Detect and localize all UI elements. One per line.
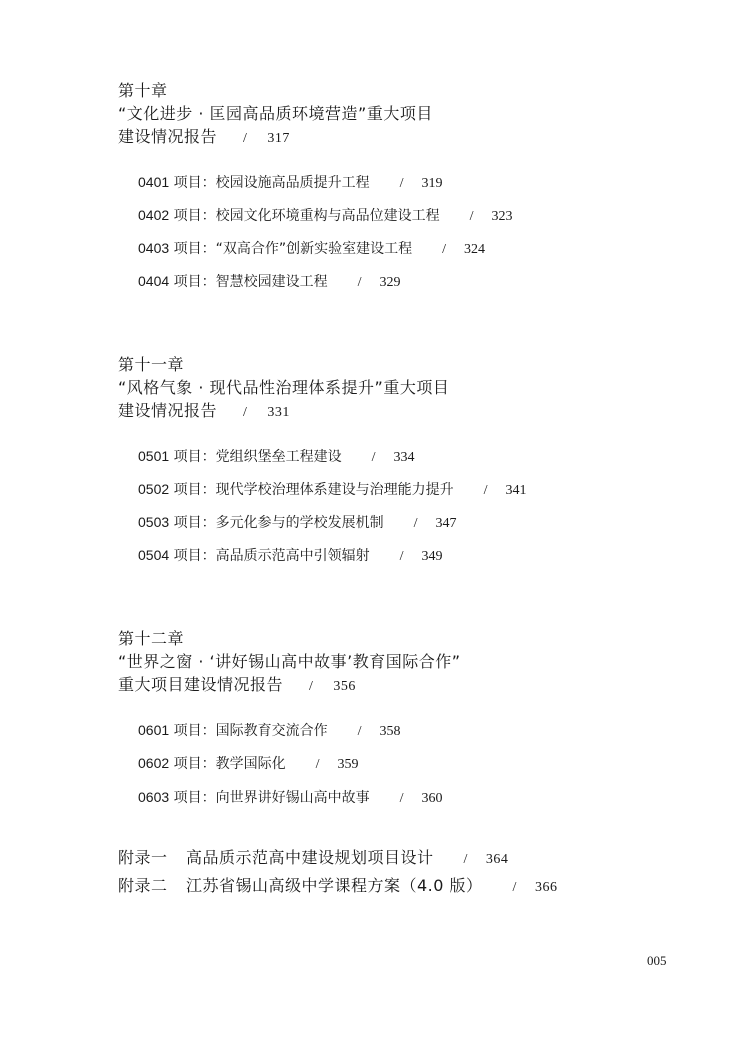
chapter-number: 第十二章 bbox=[118, 629, 185, 648]
chapter-title-line2: 建设情况报告 bbox=[118, 127, 218, 146]
toc-entry bbox=[138, 720, 401, 742]
chapter-title: “世界之窗 · ‘讲好锡山高中故事’教育国际合作” bbox=[118, 652, 461, 671]
page-number: 364 bbox=[485, 852, 509, 867]
appendix-label: 附录二 bbox=[118, 876, 168, 895]
page-separator: / bbox=[399, 791, 404, 806]
chapter-title-continued bbox=[118, 399, 449, 424]
entry-label: 项目：国际教育交流合作 bbox=[173, 723, 328, 739]
entry-label: 项目：“双高合作”创新实验室建设工程 bbox=[173, 241, 413, 257]
page-separator: / bbox=[243, 131, 248, 146]
entry-label: 项目：现代学校治理体系建设与治理能力提升 bbox=[173, 482, 454, 498]
toc-entry bbox=[138, 271, 401, 293]
entry-label: 项目：校园设施高品质提升工程 bbox=[173, 175, 370, 191]
page-number: 323 bbox=[491, 209, 513, 224]
toc-entry bbox=[138, 545, 443, 567]
chapter-title-continued bbox=[118, 125, 433, 150]
page-number: 360 bbox=[421, 791, 443, 806]
chapter-title-continued bbox=[118, 673, 461, 698]
entry-label: 项目：校园文化环境重构与高品位建设工程 bbox=[173, 208, 440, 224]
page-separator: / bbox=[512, 880, 517, 895]
entry-code: 0404 bbox=[138, 273, 170, 289]
chapter-number: 第十一章 bbox=[118, 355, 185, 374]
page-number: 349 bbox=[421, 549, 443, 564]
appendix-entry bbox=[118, 847, 508, 871]
page-number: 341 bbox=[505, 483, 527, 498]
chapter-title: “风格气象 · 现代品性治理体系提升”重大项目 bbox=[118, 378, 450, 397]
entry-code: 0502 bbox=[138, 481, 170, 497]
folio-page-number: 005 bbox=[647, 953, 667, 968]
page-separator: / bbox=[399, 549, 404, 564]
toc-entry bbox=[138, 787, 443, 809]
toc-entry bbox=[138, 479, 527, 501]
entry-code: 0504 bbox=[138, 547, 170, 563]
toc-entry bbox=[138, 446, 415, 468]
page-number: 366 bbox=[534, 880, 558, 895]
page-separator: / bbox=[357, 724, 362, 739]
toc-entry bbox=[138, 238, 485, 260]
page-number: 331 bbox=[267, 405, 290, 420]
page-separator: / bbox=[309, 679, 314, 694]
page-number: 359 bbox=[337, 757, 359, 772]
page-number: 356 bbox=[333, 679, 356, 694]
chapter-11 bbox=[118, 353, 449, 424]
page-separator: / bbox=[463, 852, 468, 867]
entry-code: 0601 bbox=[138, 722, 170, 738]
toc-entry bbox=[138, 753, 359, 775]
page-separator: / bbox=[399, 176, 404, 191]
page-separator: / bbox=[357, 275, 362, 290]
toc-entry bbox=[138, 205, 513, 227]
chapter-10 bbox=[118, 79, 433, 150]
page-separator: / bbox=[442, 242, 447, 257]
entry-label: 项目：向世界讲好锡山高中故事 bbox=[173, 790, 370, 806]
entry-code: 0402 bbox=[138, 207, 170, 223]
entry-code: 0603 bbox=[138, 789, 170, 805]
entry-code: 0602 bbox=[138, 755, 170, 771]
page-number: 319 bbox=[421, 176, 443, 191]
chapter-title-line2: 建设情况报告 bbox=[118, 401, 218, 420]
entry-code: 0401 bbox=[138, 174, 170, 190]
page-separator: / bbox=[413, 516, 418, 531]
page-separator: / bbox=[483, 483, 488, 498]
toc-entry bbox=[138, 512, 457, 534]
entry-label: 项目：高品质示范高中引领辐射 bbox=[173, 548, 370, 564]
appendix-title: 江苏省锡山高级中学课程方案（4.0 版） bbox=[186, 876, 483, 895]
page-number: 317 bbox=[267, 131, 290, 146]
page-number: 358 bbox=[379, 724, 401, 739]
page-separator: / bbox=[315, 757, 320, 772]
entry-code: 0503 bbox=[138, 514, 170, 530]
page-number: 324 bbox=[464, 242, 486, 257]
page-separator: / bbox=[469, 209, 474, 224]
page-number: 329 bbox=[379, 275, 401, 290]
page-separator: / bbox=[371, 450, 376, 465]
appendix-entry bbox=[118, 875, 557, 899]
page-separator: / bbox=[243, 405, 248, 420]
chapter-title-line2: 重大项目建设情况报告 bbox=[118, 675, 284, 694]
entry-code: 0501 bbox=[138, 448, 170, 464]
page-number: 347 bbox=[435, 516, 457, 531]
toc-entry bbox=[138, 172, 443, 194]
page-number: 334 bbox=[393, 450, 415, 465]
entry-label: 项目：智慧校园建设工程 bbox=[173, 274, 328, 290]
entry-code: 0403 bbox=[138, 240, 170, 256]
appendix-title: 高品质示范高中建设规划项目设计 bbox=[186, 848, 434, 867]
chapter-number: 第十章 bbox=[118, 81, 168, 100]
chapter-12 bbox=[118, 627, 461, 698]
appendix-label: 附录一 bbox=[118, 848, 168, 867]
entry-label: 项目：党组织堡垒工程建设 bbox=[173, 449, 342, 465]
chapter-title: “文化进步 · 匡园高品质环境营造”重大项目 bbox=[118, 104, 433, 123]
entry-label: 项目：教学国际化 bbox=[173, 756, 286, 772]
entry-label: 项目：多元化参与的学校发展机制 bbox=[173, 515, 384, 531]
